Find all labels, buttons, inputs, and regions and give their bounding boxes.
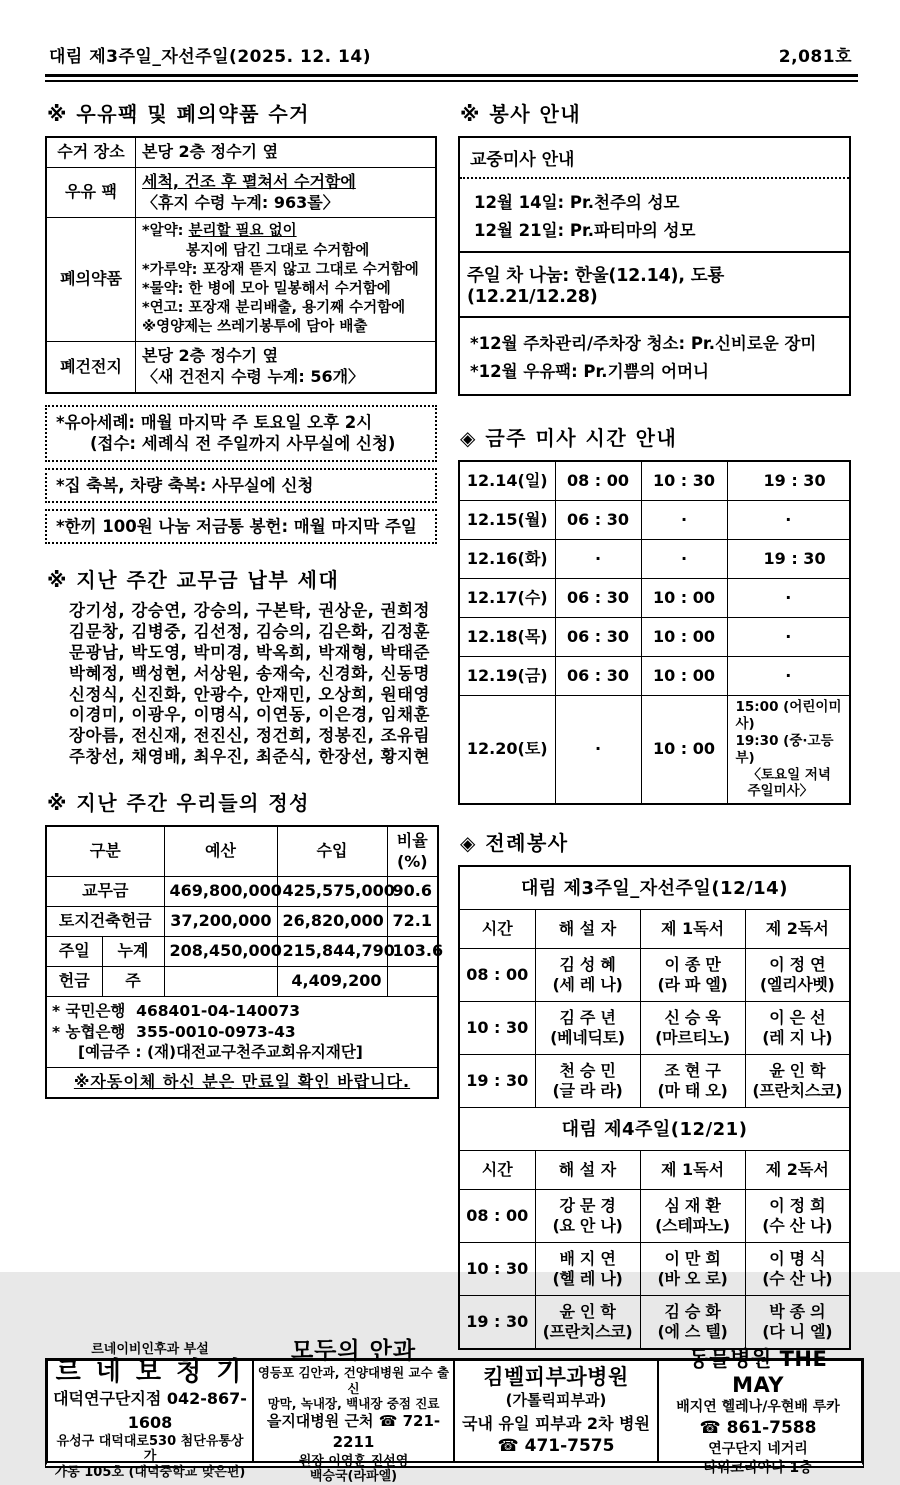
ad-line: 가동 105호 (대덕중학교 맞은편) — [54, 1464, 246, 1480]
table-row — [459, 949, 850, 1002]
notice-line: (접수: 세례식 전 주일까지 사무실에 신청) — [90, 434, 396, 454]
page-title: 대림 제3주일_자선주일(2025. 12. 14) — [49, 47, 371, 67]
page-header — [45, 40, 858, 74]
collection-med-value — [136, 218, 437, 342]
notice-line: *집 축복, 차량 축복: 사무실에 신청 — [56, 475, 314, 495]
col-header-reading2: 제 2독서 — [745, 910, 850, 949]
section-title-collection: ※ 우유팩 및 폐의약품 수거 — [47, 102, 310, 126]
person-name: 이 정 연 — [769, 955, 826, 975]
table-row — [46, 966, 438, 996]
table-row — [459, 1243, 850, 1296]
person-name: 심 재 환 — [664, 1196, 721, 1216]
liturgy-person — [640, 1190, 745, 1243]
mass-time: 10 : 00 — [641, 618, 727, 657]
ad-animal-hospital — [659, 1346, 857, 1476]
med-line: ※영양제는 쓰레기봉투에 담아 배출 — [142, 319, 368, 336]
liturgy-person — [535, 1296, 640, 1350]
mass-time: 06 : 30 — [555, 501, 641, 540]
person-name: 김 주 년 — [559, 1008, 616, 1028]
person-name: 윤 인 학 — [769, 1061, 826, 1081]
left-column — [45, 96, 444, 1099]
bank-holder-line: [예금주 : (재)대전교구천주교회유지재단] — [78, 1043, 363, 1062]
person-name: 윤 인 학 — [559, 1302, 616, 1322]
col-header-commentator: 해 설 자 — [535, 910, 640, 949]
table-row — [46, 137, 436, 167]
table-row — [46, 342, 436, 393]
ad-line: 원장 이영훈 진선영 — [298, 1453, 409, 1469]
mass-day: 12.18(목) — [459, 618, 555, 657]
liturgy-person — [745, 1243, 850, 1296]
mass-day: 12.19(금) — [459, 657, 555, 696]
liturgy-group-title: 대림 제4주일(12/21) — [459, 1108, 850, 1151]
section-title-liturgy: ◈ 전례봉사 — [460, 831, 569, 856]
collection-battery-label: 폐건전지 — [46, 342, 136, 393]
mass-time: · — [727, 657, 850, 696]
service-subtitle: 교중미사 안내 — [460, 138, 849, 179]
mass-time: 19 : 30 — [727, 540, 850, 579]
col-header-reading1: 제 1독서 — [640, 910, 745, 949]
income-value: 26,820,000 — [277, 907, 387, 937]
person-name: 이 만 희 — [664, 1249, 721, 1269]
budget-value: 469,800,000 — [164, 877, 277, 907]
header-divider — [45, 74, 858, 82]
liturgy-person — [745, 1190, 850, 1243]
row-label: 토지건축헌금 — [46, 907, 164, 937]
list-item: 문광남, 박도영, 박미경, 박옥희, 박재형, 박태준 — [69, 643, 430, 663]
liturgy-person — [535, 1002, 640, 1055]
liturgy-person — [640, 949, 745, 1002]
person-name: 조 현 구 — [664, 1061, 721, 1081]
med-line-prefix: *알약: — [142, 223, 189, 240]
liturgy-group-header — [459, 1108, 850, 1151]
service-note-line: *12월 주차관리/주차장 청소: Pr.신비로운 장미 — [470, 334, 817, 353]
person-name: 김 승 화 — [664, 1302, 721, 1322]
med-line: *연고: 포장재 분리배출, 용기째 수거함에 — [142, 299, 406, 316]
ad-line: 타워코리아나 1층 — [703, 1459, 813, 1476]
col-header-time: 시간 — [459, 1151, 535, 1190]
budget-value: 37,200,000 — [164, 907, 277, 937]
person-name: 이 은 선 — [769, 1008, 826, 1028]
person-name: 김 성 혜 — [559, 955, 616, 975]
mass-day: 12.17(수) — [459, 579, 555, 618]
liturgy-time: 10 : 30 — [459, 1002, 535, 1055]
ad-hearing-aid — [48, 1341, 254, 1480]
mass-day: 12.15(월) — [459, 501, 555, 540]
ad-line: 유성구 대덕대로530 첨단유통상가 — [56, 1433, 244, 1465]
col-header-time: 시간 — [459, 910, 535, 949]
table-row — [459, 1055, 850, 1108]
mass-times-table — [458, 460, 851, 805]
income-value: 215,844,790 — [277, 937, 387, 967]
mass-time: 10 : 30 — [641, 461, 727, 501]
section-title-dues: ※ 지난 주간 교무금 납부 세대 — [47, 568, 340, 593]
liturgy-person — [745, 949, 850, 1002]
col-header-ratio: 비율(%) — [387, 826, 438, 877]
offering-table — [45, 825, 444, 1099]
ratio-value-empty — [387, 966, 438, 996]
table-row — [459, 1002, 850, 1055]
service-box — [458, 136, 851, 396]
med-line — [142, 222, 429, 241]
battery-count: 〈새 건전지 수령 누계: 56개〉 — [142, 366, 365, 386]
ad-line: 배지연 헬레나/우현배 루카 — [676, 1399, 840, 1416]
table-row — [46, 877, 438, 907]
baptismal-name: (헬 레 나) — [552, 1269, 623, 1289]
list-item: 박혜정, 백성현, 서상원, 송재숙, 신경화, 신동명 — [69, 663, 430, 683]
liturgy-time: 19 : 30 — [459, 1296, 535, 1350]
liturgy-person — [640, 1002, 745, 1055]
autopay-notice — [46, 1068, 438, 1098]
med-line-underlined: 분리할 필요 없이 — [188, 223, 297, 240]
table-row — [459, 657, 850, 696]
ad-name: 르 네 보 청 기 — [55, 1356, 245, 1387]
right-column — [458, 96, 851, 1350]
table-row — [459, 501, 850, 540]
mass-saturday-detail — [727, 696, 850, 805]
ad-line: 연구단지 네거리 — [708, 1441, 808, 1458]
income-value: 4,409,200 — [277, 966, 387, 996]
baptismal-name: (라 파 엘) — [657, 975, 728, 995]
tea-sharing-line: 주일 차 나눔: 한울(12.14), 도룡(12.21/12.28) — [460, 253, 849, 318]
collection-table — [45, 136, 437, 394]
table-row — [459, 461, 850, 501]
baptismal-name: (글 라 라) — [552, 1081, 623, 1101]
col-header-reading1: 제 1독서 — [640, 1151, 745, 1190]
mass-time: 10 : 00 — [641, 657, 727, 696]
notice-line: *한끼 100원 나눔 저금통 봉헌: 매월 마지막 주일 — [56, 517, 417, 537]
battery-place: 본당 2층 정수기 옆 — [142, 346, 279, 366]
table-row — [459, 1190, 850, 1243]
ad-line: 르네이비인후과 부설 — [91, 1341, 209, 1357]
baptismal-name: (마 태 오) — [657, 1081, 728, 1101]
service-mass-line: 12월 14일: Pr.천주의 성모 — [474, 193, 680, 212]
baptismal-name: (요 안 나) — [552, 1216, 623, 1236]
person-name: 천 승 민 — [559, 1061, 616, 1081]
ad-line: 백승국(라파엘) — [309, 1469, 398, 1485]
liturgy-time: 19 : 30 — [459, 1055, 535, 1108]
issue-number: 2,081호 — [778, 47, 852, 67]
collection-milk-label: 우유 팩 — [46, 167, 136, 218]
mass-time: · — [555, 540, 641, 579]
milk-instruction: 세척, 건조 후 펼쳐서 수거함에 — [142, 171, 356, 191]
person-name: 이 명 식 — [769, 1249, 826, 1269]
table-header-row — [46, 826, 438, 877]
table-row — [459, 618, 850, 657]
med-line: 봉지에 담긴 그대로 수거함에 — [186, 242, 370, 259]
mass-time: · — [727, 618, 850, 657]
baptismal-name: (엘리사벳) — [759, 975, 835, 995]
collection-med-label: 폐의약품 — [46, 218, 136, 342]
notice-blessing — [45, 468, 437, 503]
ad-line: 국내 유일 피부과 2차 병원 — [462, 1413, 650, 1433]
liturgy-person — [640, 1296, 745, 1350]
row-label: 주일 — [46, 937, 102, 967]
mass-time: 19 : 30 — [727, 461, 850, 501]
content-columns — [45, 96, 858, 1350]
ratio-value: 103.6 — [387, 937, 438, 967]
service-mass-schedule — [460, 179, 849, 253]
phone-line: ☎ 861-7588 — [699, 1417, 817, 1438]
liturgy-person — [640, 1243, 745, 1296]
person-name: 박 종 의 — [769, 1302, 826, 1322]
person-name: 강 문 경 — [559, 1196, 616, 1216]
person-name: 신 승 욱 — [664, 1008, 721, 1028]
liturgy-group-header — [459, 866, 850, 910]
col-header-reading2: 제 2독서 — [745, 1151, 850, 1190]
mass-day: 12.14(일) — [459, 461, 555, 501]
baptismal-name: (스테파노) — [655, 1216, 730, 1236]
liturgy-person — [535, 1243, 640, 1296]
person-name: 배 지 연 — [559, 1249, 616, 1269]
bank-account-line: * 국민은행 468401-04-140073 — [52, 1001, 301, 1020]
col-header-income: 수입 — [277, 826, 387, 877]
section-title-mass-times: ◈ 금주 미사 시간 안내 — [460, 426, 678, 450]
mass-day: 12.20(토) — [459, 696, 555, 805]
mass-time: 06 : 30 — [555, 579, 641, 618]
ad-line: 영등포 김안과, 건양대병원 교수 출신 — [257, 1365, 450, 1396]
mass-time: · — [641, 540, 727, 579]
ad-name: 동물병원 THE MAY — [688, 1346, 828, 1398]
notice-sharing — [45, 509, 437, 544]
budget-value: 208,450,000 — [164, 937, 277, 967]
table-row — [459, 540, 850, 579]
liturgy-person — [535, 1190, 640, 1243]
list-item: 주창선, 채영배, 최우진, 최준식, 한장선, 황지현 — [69, 747, 430, 767]
col-header-category: 구분 — [46, 826, 164, 877]
ads-footer — [45, 1337, 864, 1485]
col-header-commentator: 해 설 자 — [535, 1151, 640, 1190]
liturgy-person — [745, 1296, 850, 1350]
liturgy-person — [745, 1002, 850, 1055]
liturgy-time: 08 : 00 — [459, 1190, 535, 1243]
liturgy-person — [535, 1055, 640, 1108]
ratio-value: 72.1 — [387, 907, 438, 937]
bank-account-line: * 농협은행 355-0010-0973-43 — [52, 1022, 296, 1041]
table-row — [459, 1296, 850, 1350]
dues-name-list — [45, 602, 437, 766]
list-item: 신정식, 신진화, 안광수, 안재민, 오상희, 원태영 — [69, 684, 430, 704]
baptismal-name: (세 레 나) — [552, 975, 623, 995]
table-header-row — [459, 910, 850, 949]
baptismal-name: (프란치스코) — [752, 1081, 843, 1101]
mass-detail-line: 19:30 (중·고등부) — [735, 732, 834, 766]
list-item: 김문창, 김병중, 김선정, 김승의, 김은화, 김정훈 — [69, 622, 430, 642]
ad-line: 망막, 녹내장, 백내장 중점 진료 — [267, 1395, 440, 1411]
row-label: 헌금 — [46, 966, 102, 996]
mass-time: · — [555, 696, 641, 805]
row-sublabel: 주 — [102, 966, 164, 996]
person-name: 이 종 만 — [664, 955, 721, 975]
med-line: *물약: 한 병에 모아 밀봉해서 수거함에 — [142, 280, 391, 297]
ratio-value: 90.6 — [387, 877, 438, 907]
table-row — [46, 907, 438, 937]
table-row — [46, 218, 436, 342]
row-sublabel: 누계 — [102, 937, 164, 967]
table-row — [46, 937, 438, 967]
collection-place-label: 수거 장소 — [46, 137, 136, 167]
row-label: 교무금 — [46, 877, 164, 907]
col-header-budget: 예산 — [164, 826, 277, 877]
mass-day: 12.16(화) — [459, 540, 555, 579]
notice-baptism — [45, 405, 437, 462]
section-title-offering: ※ 지난 주간 우리들의 정성 — [47, 790, 310, 815]
collection-battery-value — [136, 342, 437, 393]
table-row — [46, 1068, 438, 1098]
mass-time: · — [727, 501, 850, 540]
collection-milk-value — [136, 167, 437, 218]
baptismal-name: (베네딕토) — [550, 1028, 625, 1048]
mass-time: · — [727, 579, 850, 618]
baptismal-name: (수 산 나) — [762, 1216, 833, 1236]
list-item: 장아름, 전신재, 전진신, 정건희, 정봉진, 조유림 — [69, 726, 430, 746]
mass-time: 06 : 30 — [555, 618, 641, 657]
mass-time: · — [641, 501, 727, 540]
mass-time: 08 : 00 — [555, 461, 641, 501]
section-title-service: ※ 봉사 안내 — [460, 102, 582, 126]
baptismal-name: (바 오 로) — [657, 1269, 728, 1289]
phone-line: 을지대병원 근처 ☎ 721-2211 — [266, 1412, 441, 1452]
service-notes — [460, 318, 849, 394]
phone-line: ☎ 471-7575 — [497, 1435, 615, 1456]
mass-detail-line: 15:00 (어린이미사) — [735, 699, 842, 732]
ad-line: (가톨릭피부과) — [505, 1391, 607, 1410]
liturgy-person — [535, 949, 640, 1002]
service-note-line: *12월 우유팩: Pr.기쁨의 어머니 — [470, 362, 709, 381]
liturgy-time: 10 : 30 — [459, 1243, 535, 1296]
person-name: 이 정 희 — [769, 1196, 826, 1216]
table-row — [46, 996, 438, 1068]
income-value: 425,575,000 — [277, 877, 387, 907]
liturgy-person — [640, 1055, 745, 1108]
milk-count: 〈휴지 수령 누계: 963롤〉 — [142, 192, 339, 212]
budget-value-empty — [164, 966, 277, 996]
mass-time: 10 : 00 — [641, 579, 727, 618]
ad-name: 킴벨피부과병원 — [483, 1364, 629, 1389]
med-line: *가루약: 포장재 뜯지 않고 그대로 수거함에 — [142, 261, 419, 278]
baptismal-name: (에 스 텔) — [657, 1322, 728, 1342]
baptismal-name: (마르티노) — [655, 1028, 730, 1048]
ad-name: 모두의 안과 — [290, 1337, 417, 1364]
table-row — [46, 167, 436, 218]
ad-eye-clinic — [254, 1337, 455, 1485]
table-row — [459, 696, 850, 805]
table-row — [459, 579, 850, 618]
mass-time: 06 : 30 — [555, 657, 641, 696]
baptismal-name: (다 니 엘) — [762, 1322, 833, 1342]
collection-place-value: 본당 2층 정수기 옆 — [136, 137, 437, 167]
baptismal-name: (수 산 나) — [762, 1269, 833, 1289]
autopay-notice-text: ※자동이체 하신 분은 만료일 확인 바랍니다. — [73, 1072, 411, 1092]
ad-dermatology — [455, 1361, 659, 1461]
liturgy-person — [745, 1055, 850, 1108]
mass-time: 10 : 00 — [641, 696, 727, 805]
liturgy-group-title: 대림 제3주일_자선주일(12/14) — [459, 866, 850, 910]
baptismal-name: (프란치스코) — [542, 1322, 633, 1342]
liturgy-table — [458, 865, 851, 1350]
baptismal-name: (레 지 나) — [762, 1028, 833, 1048]
phone-line: 대덕연구단지점 042-867-1608 — [53, 1389, 247, 1432]
list-item: 강기성, 강승연, 강승의, 구본탁, 권상운, 권희정 — [69, 601, 430, 621]
liturgy-time: 08 : 00 — [459, 949, 535, 1002]
mass-detail-line: 〈토요일 저녁 주일미사〉 — [747, 766, 831, 800]
table-header-row — [459, 1151, 850, 1190]
notice-line: *유아세례: 매월 마지막 주 토요일 오후 2시 — [56, 412, 373, 432]
bank-account-block — [46, 996, 438, 1068]
list-item: 이경미, 이광우, 이명식, 이연동, 이은경, 임채훈 — [69, 705, 430, 725]
service-mass-line: 12월 21일: Pr.파티마의 성모 — [474, 221, 696, 240]
